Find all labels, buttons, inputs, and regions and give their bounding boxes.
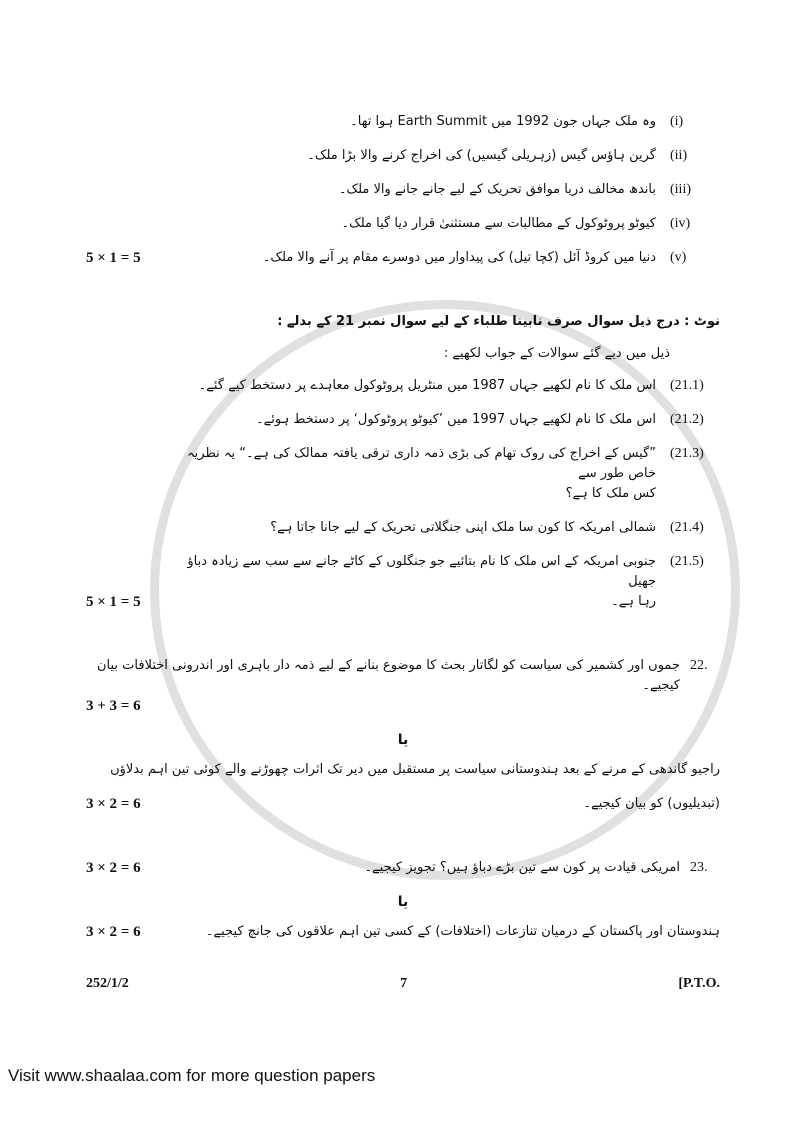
item-label: (iii) bbox=[670, 182, 691, 197]
note-instruction: ذیل میں دیے گئے سوالات کے جواب لکھیے : bbox=[443, 346, 670, 361]
spacer bbox=[86, 828, 720, 858]
list-item bbox=[86, 444, 720, 484]
page-number: 7 bbox=[400, 976, 408, 991]
question-23 bbox=[86, 858, 720, 892]
or-separator: یا bbox=[397, 894, 409, 910]
list-item bbox=[86, 180, 720, 214]
item-text: ”گیس کے اخراج کی روک تھام کی بڑی ذمہ داری ترقی یافتہ ممالک کی ہے۔“ یہ نظریہ خاص طور سے bbox=[187, 446, 656, 481]
item-label: (21.2) bbox=[670, 412, 704, 427]
list-item-cont bbox=[86, 484, 720, 518]
item-text: وہ ملک جہاں جون 1992 میں Earth Summit ہوا تھا۔ bbox=[350, 114, 656, 129]
item-text: جنوبی امریکہ کے اس ملک کا نام بتائیے جو جنگلوں کے کاٹے جانے سے سب سے زیادہ دباؤ جھیل bbox=[187, 554, 656, 589]
list-item bbox=[86, 410, 720, 444]
item-text: باندھ مخالف دریا موافق تحریک کے لیے جانے جانے والا ملک۔ bbox=[338, 182, 656, 197]
visit-link[interactable]: Visit www.shaalaa.com for more question papers bbox=[8, 1066, 376, 1085]
page-footer bbox=[86, 976, 720, 992]
marks: 5 × 1 = 5 bbox=[86, 250, 141, 266]
question-23-alt bbox=[86, 922, 720, 956]
marks: 3 × 2 = 6 bbox=[86, 924, 141, 940]
page-content bbox=[86, 112, 720, 992]
list-item bbox=[86, 518, 720, 552]
note-heading: نوٹ : درج ذیل سوال صرف نابینا طلباء کے لیے سوال نمبر 21 کے بدلے : bbox=[277, 314, 720, 329]
item-label: (21.5) bbox=[670, 554, 704, 569]
item-text: اس ملک کا نام لکھیے جہاں 1987 میں منٹریل پروٹوکول معاہدے پر دستخط کیے گئے۔ bbox=[198, 378, 656, 393]
question-22-alt bbox=[86, 760, 720, 794]
item-text: اس ملک کا نام لکھیے جہاں 1997 میں ’کیوٹو پروٹوکول‘ پر دستخط ہوئے۔ bbox=[256, 412, 656, 427]
list-item bbox=[86, 146, 720, 180]
list-item bbox=[86, 112, 720, 146]
marks-row bbox=[86, 696, 720, 730]
question-text: جموں اور کشمیر کی سیاست کو لگاتار بحث کا موضوع بنانے کے لیے ذمہ دار باہری اور اندرونی اختلافات بیان کیجیے۔ bbox=[97, 658, 680, 693]
item-text: گرین ہاؤس گیس (زہریلی گیسیں) کی اخراج کرنے والا بڑا ملک۔ bbox=[307, 148, 656, 163]
item-label: (i) bbox=[670, 114, 684, 129]
item-text: کیوٹو پروٹوکول کے مطالبات سے مستثنیٰ قرار دیا گیا ملک۔ bbox=[341, 216, 656, 231]
question-text: امریکی قیادت پر کون سے تین بڑے دباؤ ہیں؟ تجویز کیجیے۔ bbox=[364, 860, 680, 875]
item-label: (ii) bbox=[670, 148, 688, 163]
spacer bbox=[86, 626, 720, 656]
marks: 5 × 1 = 5 bbox=[86, 594, 141, 610]
item-label: (iv) bbox=[670, 216, 691, 231]
question-number: 22. bbox=[690, 658, 708, 673]
list-item bbox=[86, 376, 720, 410]
list-item-cont bbox=[86, 592, 720, 626]
item-label: (21.4) bbox=[670, 520, 704, 535]
question-22-alt-cont bbox=[86, 794, 720, 828]
question-text: ہندوستان اور پاکستان کے درمیان تنازعات (اختلافات) کے کسی تین اہم علاقوں کی جانچ کیجیے۔ bbox=[205, 924, 720, 939]
question-22 bbox=[86, 656, 720, 696]
list-item bbox=[86, 214, 720, 248]
or-separator: یا bbox=[397, 732, 409, 748]
paper-code: 252/1/2 bbox=[86, 976, 129, 991]
item-text-cont: کس ملک کا ہے؟ bbox=[565, 486, 656, 501]
pto-label: [P.T.O. bbox=[678, 976, 720, 991]
item-label: (21.1) bbox=[670, 378, 704, 393]
marks: 3 × 2 = 6 bbox=[86, 796, 141, 812]
spacer bbox=[86, 282, 720, 312]
question-text-cont: (تبدیلیوں) کو بیان کیجیے۔ bbox=[583, 796, 720, 811]
question-number: 23. bbox=[690, 860, 708, 875]
question-text: راجیو گاندھی کے مرنے کے بعد ہندوستانی سیاست پر مستقبل میں دیر تک اثرات چھوڑنے والے کوئی تین اہم بدلاؤں bbox=[110, 762, 720, 777]
item-label: (21.3) bbox=[670, 446, 704, 461]
item-label: (v) bbox=[670, 250, 687, 265]
item-text: دنیا میں کروڈ آئل (کچا تیل) کی پیداوار میں دوسرے مقام پر آنے والا ملک۔ bbox=[262, 250, 656, 265]
marks: 3 × 2 = 6 bbox=[86, 860, 141, 876]
list-item bbox=[86, 552, 720, 592]
marks: 3 + 3 = 6 bbox=[86, 698, 141, 714]
item-text-cont: رہا ہے۔ bbox=[611, 594, 656, 609]
item-text: شمالی امریکہ کا کون سا ملک اپنی جنگلاتی تحریک کے لیے جانا جاتا ہے؟ bbox=[270, 520, 656, 535]
list-item bbox=[86, 248, 720, 282]
